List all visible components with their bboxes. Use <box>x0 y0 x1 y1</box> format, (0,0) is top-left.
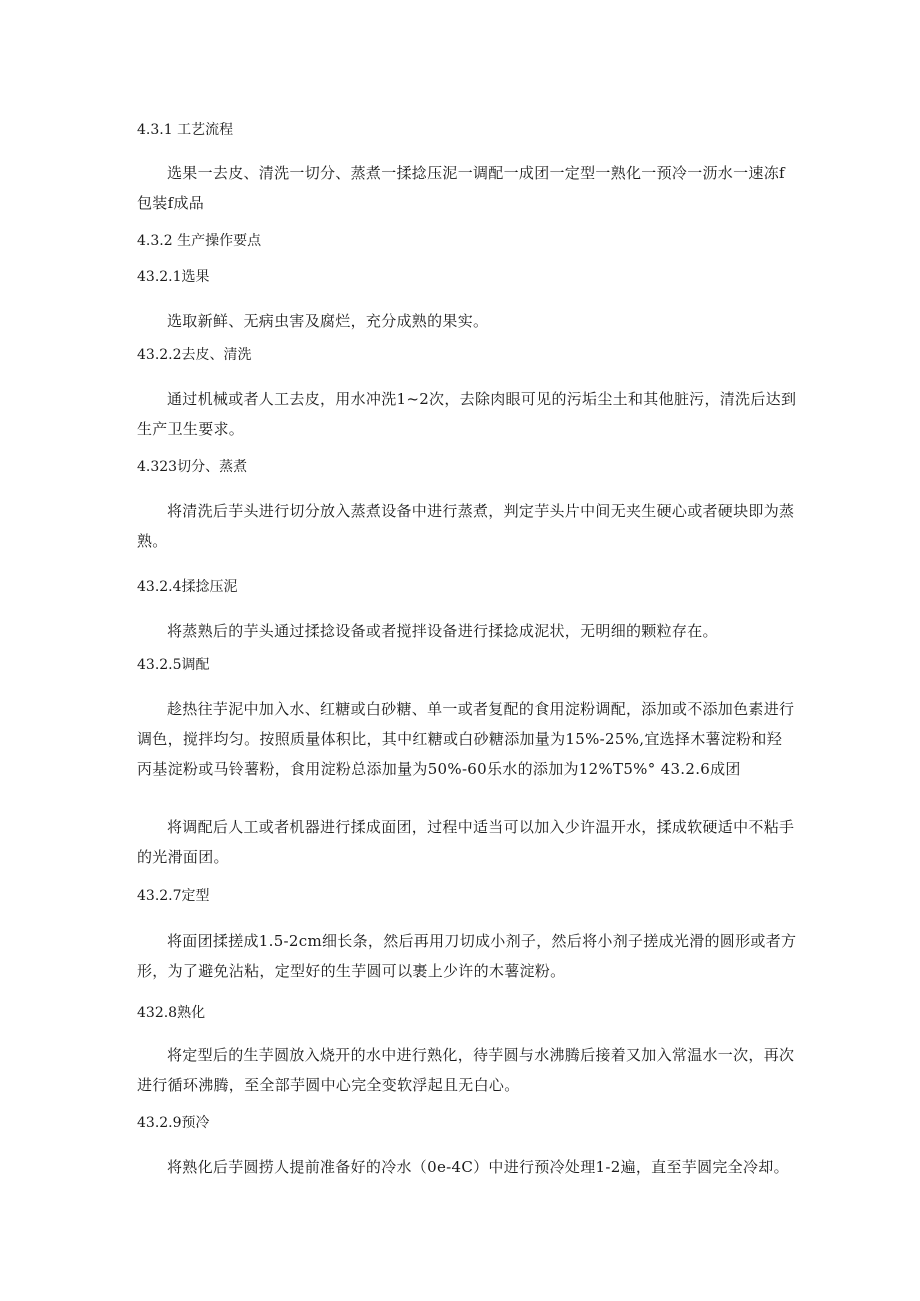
paragraph-shaping: 将面团揉搓成1.5-2cm细长条，然后再用刀切成小剂子，然后将小剂子搓成光滑的圆形或者方形，为了避免沾粘，定型好的生芋圆可以裹上少许的木薯淀粉。 <box>137 932 797 980</box>
heading-4-3-2-8: 432.8熟化 <box>137 1005 206 1021</box>
heading-4-3-2-1: 43.2.1选果 <box>137 269 210 285</box>
heading-4-3-2-3: 4.323切分、蒸煮 <box>137 459 248 475</box>
heading-4-3-2: 4.3.2 生产操作要点 <box>137 233 262 249</box>
paragraph-process-flow: 选果一去皮、清洗一切分、蒸煮一揉捻压泥一调配一成团一定型一熟化一预冷一沥水一速冻f包装f成品 <box>137 164 785 212</box>
paragraph-cut-steam: 将清洗后芋头进行切分放入蒸煮设备中进行蒸煮，判定芋头片中间无夹生硬心或者硬块即为蒸熟。 <box>137 502 795 550</box>
heading-4-3-2-7: 43.2.7定型 <box>137 888 210 904</box>
paragraph-knead-mash: 将蒸熟后的芋头通过揉捻设备或者搅拌设备进行揉捻成泥状，无明细的颗粒存在。 <box>167 622 718 640</box>
heading-4-3-1: 4.3.1 工艺流程 <box>137 122 234 138</box>
paragraph-cooking: 将定型后的生芋圆放入烧开的水中进行熟化，待芋圆与水沸腾后接着又加入常温水一次，再次进行循环沸腾，至全部芋圆中心完全变软浮起且无白心。 <box>137 1046 795 1094</box>
heading-4-3-2-2: 43.2.2去皮、清洗 <box>137 347 252 363</box>
paragraph-peel-wash: 通过机械或者人工去皮，用水冲洗1~2次，去除肉眼可见的污垢尘土和其他脏污，清洗后达到生产卫生要求。 <box>137 390 797 438</box>
paragraph-dough-forming: 将调配后人工或者机器进行揉成面团，过程中适当可以加入少许温开水，揉成软硬适中不粘手的光滑面团。 <box>137 818 795 866</box>
heading-4-3-2-9: 43.2.9预冷 <box>137 1115 210 1131</box>
heading-4-3-2-4: 43.2.4揉捻压泥 <box>137 579 238 595</box>
paragraph-blending: 趁热往芋泥中加入水、红糖或白砂糖、单一或者复配的食用淀粉调配，添加或不添加色素进行调色，搅拌均匀。按照质量体积比，其中红糖或白砂糖添加量为15%-25%,宜选择木薯淀粉和羟丙基淀粉或马铃薯粉，食用淀粉总添加量为50%-60乐水的添加为12%T5%° 43.2.6成团 <box>137 700 795 778</box>
paragraph-precooling: 将熟化后芋圆捞人提前准备好的冷水（0e-4C）中进行预冷处理1-2遍，直至芋圆完全冷却。 <box>167 1158 789 1176</box>
paragraph-fruit-selection: 选取新鲜、无病虫害及腐烂，充分成熟的果实。 <box>167 312 489 330</box>
heading-4-3-2-5: 43.2.5调配 <box>137 657 210 673</box>
